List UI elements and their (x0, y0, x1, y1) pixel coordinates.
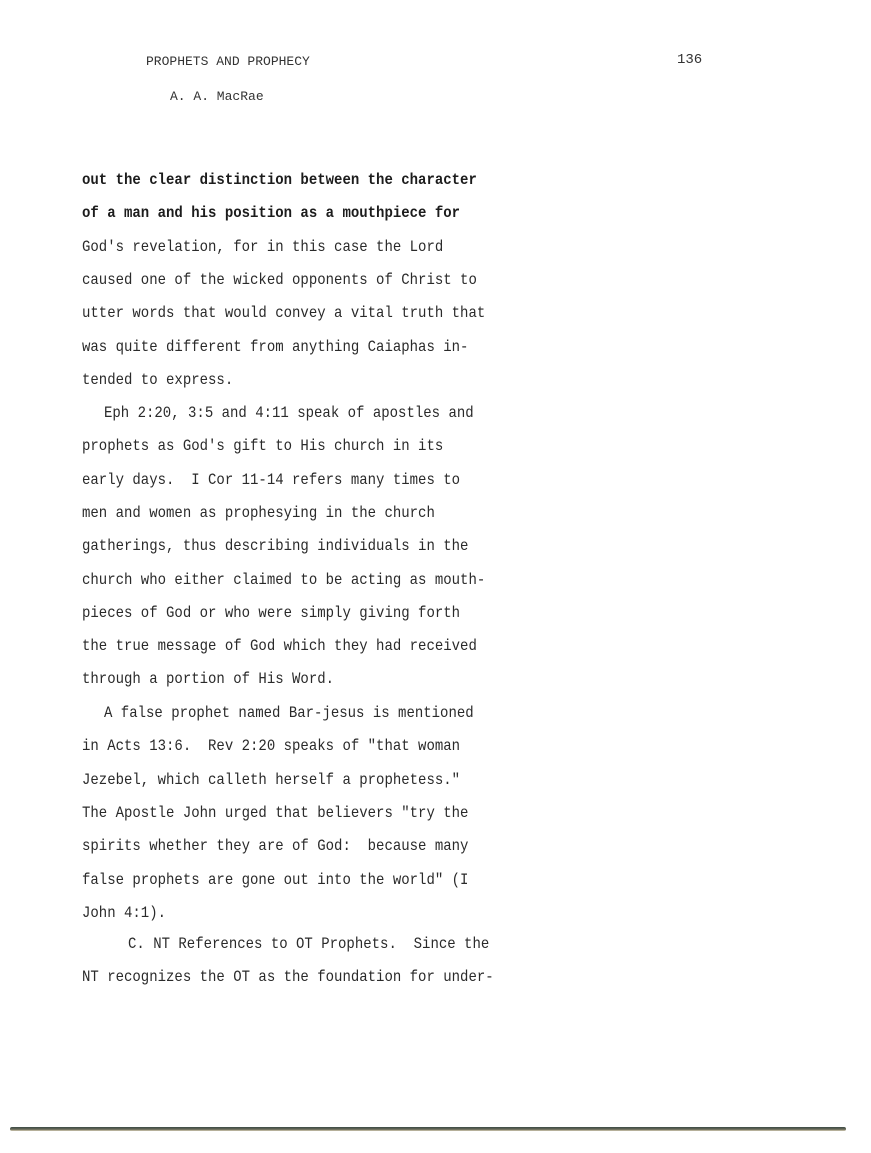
text-line: in Acts 13:6. Rev 2:20 speaks of "that woman (82, 737, 461, 756)
text-line: was quite different from anything Caiaphas in- (82, 337, 469, 357)
text-line: Jezebel, which calleth herself a prophetess." (82, 770, 461, 790)
text-line: tended to express. (82, 370, 234, 390)
text-line: false prophets are gone out into the world" (I (82, 870, 469, 890)
text-line: A false prophet named Bar-jesus is mentioned (104, 704, 474, 723)
text-line: prophets as God's gift to His church in its (82, 437, 444, 456)
text-line: gatherings, thus describing individuals in the (82, 537, 469, 556)
text-line: men and women as prophesying in the church (82, 504, 435, 523)
text-line: out the clear distinction between the character (82, 171, 477, 190)
text-line: church who either claimed to be acting as mouth- (82, 570, 486, 590)
text-line: the true message of God which they had received (82, 637, 477, 656)
text-line: The Apostle John urged that believers "try the (82, 804, 469, 823)
text-line: John 4:1). (82, 903, 167, 923)
text-line: of a man and his position as a mouthpiece for (82, 204, 461, 223)
text-line: utter words that would convey a vital truth that (82, 304, 486, 323)
text-line: C. NT References to OT Prophets. Since the (128, 935, 490, 954)
author-name: A. A. MacRae (170, 89, 264, 104)
text-line: pieces of God or who were simply giving forth (82, 603, 461, 623)
text-line: early days. I Cor 11-14 refers many times to (82, 470, 461, 490)
text-line: NT recognizes the OT as the foundation for under- (82, 968, 494, 987)
page-edge (10, 1127, 846, 1131)
text-line: through a portion of His Word. (82, 670, 335, 689)
text-line: caused one of the wicked opponents of Christ to (82, 271, 477, 290)
text-line: Eph 2:20, 3:5 and 4:11 speak of apostles and (104, 404, 474, 423)
text-line: spirits whether they are of God: because many (82, 837, 469, 856)
page-number: 136 (677, 52, 703, 68)
text-line: God's revelation, for in this case the Lord (82, 237, 444, 257)
running-title: PROPHETS AND PROPHECY (146, 54, 310, 69)
